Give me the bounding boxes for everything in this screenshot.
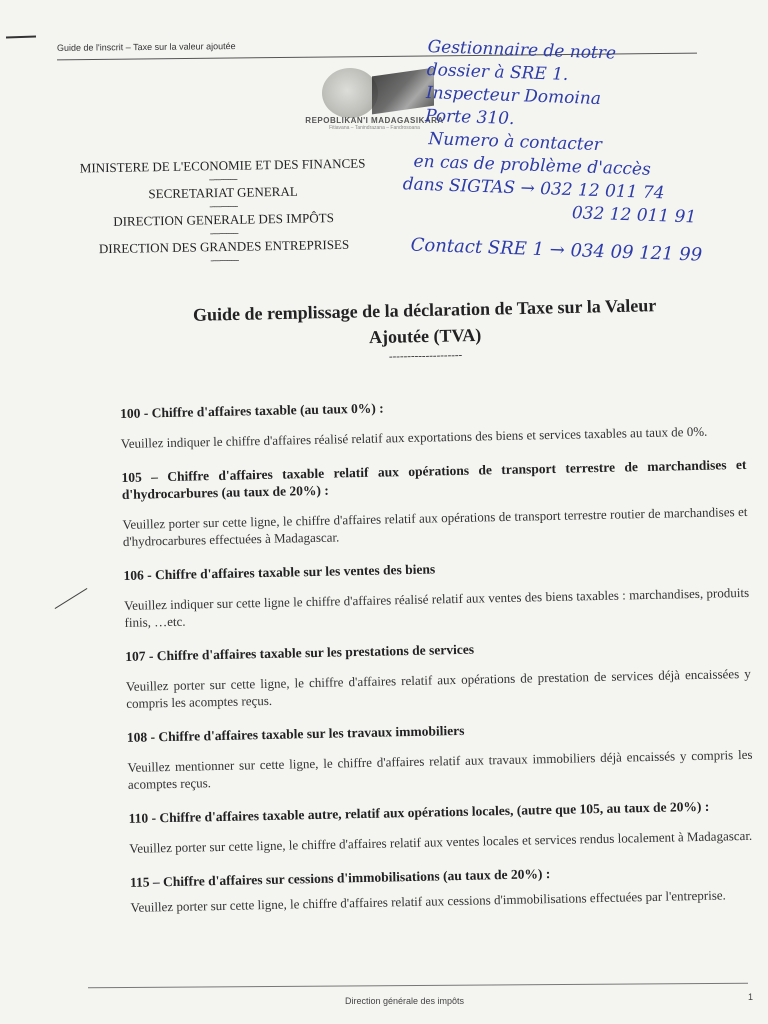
section-body: Veuillez indiquer le chiffre d'affaires réalisé relatif aux exportations des biens et services taxables au taux de 0%. xyxy=(120,423,708,451)
section-body: Veuillez porter sur cette ligne, le chiffre d'affaires relatif aux ventes locales et services rendus localement à Madagascar. xyxy=(129,827,753,856)
guide-sections xyxy=(120,392,756,933)
title-line-1: Guide de remplissage de la déclaration de Taxe sur la Valeur xyxy=(192,295,657,325)
handwritten-line: Porte 310. xyxy=(424,105,515,130)
section-body: Veuillez porter sur cette ligne, le chiffre d'affaires relatif aux opérations de transport terrestre routier de marchandises et d'hydrocarbures effectuées à Madagascar. xyxy=(122,503,748,549)
handwritten-line: Inspecteur Domoina xyxy=(425,82,602,110)
title-line-2: Ajoutée (TVA) xyxy=(368,324,482,348)
running-footer: Direction générale des impôts xyxy=(345,996,465,1006)
section-106 xyxy=(123,554,749,631)
section-100 xyxy=(120,392,746,452)
title-rule: -------------------- xyxy=(388,349,463,363)
section-105 xyxy=(121,456,748,550)
section-heading: 100 - Chiffre d'affaires taxable (au taux 0%) : xyxy=(120,400,384,421)
org-separator: ------------ xyxy=(209,227,238,240)
section-body: Veuillez porter sur cette ligne, le chiffre d'affaires relatif aux opérations de prestation de services déjà encaissées y compris les acomptes reçus. xyxy=(125,665,751,711)
running-header: Guide de l'inscrit – Taxe sur la valeur ajoutée xyxy=(56,41,236,53)
pen-mark xyxy=(55,588,88,609)
section-heading: 110 - Chiffre d'affaires taxable autre, relatif aux opérations locales, (autre que 105, au taux de 20%) : xyxy=(128,798,710,826)
org-separator: ------------ xyxy=(209,200,238,213)
large-enterprises-directorate-name: DIRECTION DES GRANDES ENTREPRISES xyxy=(98,236,350,257)
handwritten-line: Gestionnaire de notre xyxy=(427,36,617,64)
ministry-name: MINISTERE DE L'ECONOMIE ET DES FINANCES xyxy=(79,155,366,176)
handwritten-line: dans SIGTAS → 032 12 011 74 xyxy=(402,174,665,204)
section-heading: 115 – Chiffre d'affaires sur cessions d'immobilisations (au taux de 20%) : xyxy=(129,866,551,890)
logo-title: REPOBLIKAN'I MADAGASIKARA xyxy=(305,116,444,125)
handwritten-line: dossier à SRE 1. xyxy=(426,59,569,85)
org-separator: ------------ xyxy=(210,254,239,267)
logo-motto: Fitiavana – Tanindrazana – Fandrosoana xyxy=(329,125,420,131)
seal-icon xyxy=(322,68,378,118)
handwritten-line: Numero à contacter xyxy=(428,129,603,156)
org-separator: ------------ xyxy=(208,173,237,186)
section-115 xyxy=(130,861,756,916)
section-heading: 106 - Chiffre d'affaires taxable sur les ventes des biens xyxy=(123,561,436,583)
handwritten-contact: Contact SRE 1 → 034 09 121 99 xyxy=(410,234,703,266)
page-number: 1 xyxy=(748,992,754,1002)
handwritten-line: 032 12 011 91 xyxy=(571,203,697,228)
section-heading: 105 – Chiffre d'affaires taxable relatif aux opérations de transport terrestre de marchandises et d'hydrocarbures (au taux de 20%) : xyxy=(121,456,747,502)
section-107 xyxy=(125,635,751,712)
section-110 xyxy=(128,797,754,857)
handwritten-note xyxy=(402,36,768,269)
tax-directorate-name: DIRECTION GENERALE DES IMPÔTS xyxy=(113,210,334,229)
section-108 xyxy=(127,716,753,793)
section-heading: 107 - Chiffre d'affaires taxable sur les prestations de services xyxy=(125,641,475,664)
section-body: Veuillez porter sur cette ligne, le chiffre d'affaires relatif aux cessions d'immobilisations effectuées par l'entreprise. xyxy=(130,887,726,915)
secretariat-name: SECRETARIAT GENERAL xyxy=(148,183,298,202)
section-body: Veuillez mentionner sur cette ligne, le chiffre d'affaires relatif aux travaux immobiliers déjà encaissés y compris les acomptes reçus. xyxy=(127,746,753,792)
organization-block xyxy=(50,154,397,268)
pen-mark xyxy=(6,35,36,38)
section-body: Veuillez indiquer sur cette ligne le chiffre d'affaires réalisé relatif aux ventes des biens taxables : marchandises, produits finis, …etc. xyxy=(124,584,750,630)
document-title xyxy=(129,291,720,369)
footer-rule xyxy=(88,983,748,989)
section-heading: 108 - Chiffre d'affaires taxable sur les travaux immobiliers xyxy=(126,722,465,745)
handwritten-line: en cas de problème d'accès xyxy=(413,151,652,180)
